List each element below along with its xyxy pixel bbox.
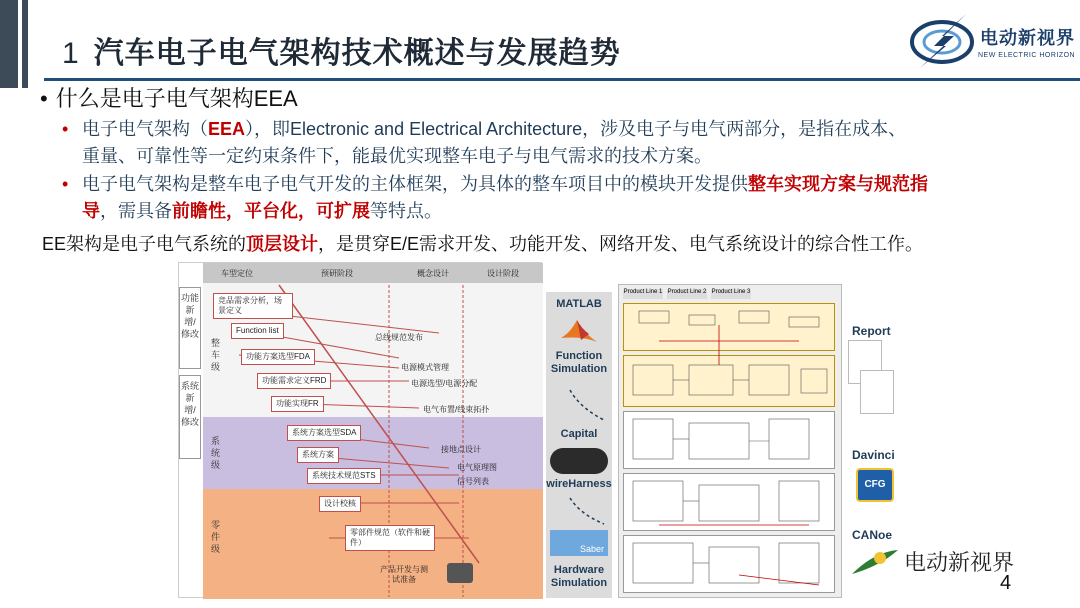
- section-heading: [40, 82, 298, 113]
- section-bullet: •: [40, 86, 48, 111]
- bullet-1-text-a: 电子电气架构（: [82, 119, 208, 139]
- arch-detail-lines: [619, 285, 843, 599]
- note-grounding: 接地点设计: [441, 445, 481, 454]
- bullet-2-text-b: ，需具备: [100, 201, 172, 221]
- summary-a: EE架构是电子电气系统的: [42, 234, 247, 254]
- title-number: 1: [62, 37, 80, 70]
- architecture-diagram: [618, 284, 842, 598]
- report-page-image-2: [860, 370, 894, 414]
- bullet-2-red-3: 前瞻性，平台化，可扩展: [172, 201, 370, 221]
- phase-4: 设计阶段: [487, 269, 519, 278]
- report-label: Report: [852, 324, 891, 338]
- page-number: 4: [1000, 572, 1012, 594]
- note-bus-spec: 总线规范发布: [375, 333, 423, 342]
- matlab-label: MATLAB: [556, 298, 602, 310]
- hardware-sim-label: Hardware Simulation: [550, 564, 608, 589]
- wireharness-label: wireHarness: [546, 478, 612, 490]
- product-line-tab-3: Product Line 3: [711, 289, 751, 299]
- product-line-tab-2: Product Line 2: [667, 289, 707, 299]
- title-underline: [44, 78, 1080, 81]
- flow-arrow-icon-2: [546, 494, 612, 530]
- bullet-1-text-b: ），即Electronic and Electrical Architecture，涉及电子与电气两部分，是指在成本、: [245, 119, 907, 139]
- level-component: 零件级: [211, 520, 221, 554]
- davinci-label: Davinci: [852, 448, 895, 462]
- matlab-icon: [559, 314, 599, 344]
- bullet-2-text-c: 等特点。: [370, 201, 442, 221]
- canoe-label: CANoe: [852, 528, 893, 542]
- phase-3: 概念设计: [417, 269, 449, 278]
- bullet-1-red: EEA: [208, 119, 246, 139]
- title-text: 汽车电子电气架构技术概述与发展趋势: [93, 37, 621, 70]
- title-accent-bar-thin: [22, 0, 28, 88]
- watermark-text: 电动新视界: [904, 550, 1015, 575]
- box-component-spec: 零部件规范（软件和硬件）: [345, 525, 435, 551]
- phase-2: 预研阶段: [321, 269, 353, 278]
- logo-name-en: NEW ELECTRIC HORIZON: [978, 52, 1076, 59]
- lightning-globe-icon: [906, 10, 978, 70]
- bullet-1: [62, 116, 1062, 170]
- section-heading-text: 什么是电子电气架构EEA: [55, 86, 298, 111]
- box-system-scheme: 系统方案: [297, 447, 339, 463]
- box-sts: 系统技术规范STS: [307, 468, 381, 484]
- function-sim-label: Function Simulation: [550, 350, 608, 375]
- bullet-2-red: 整车实现方案与规范指: [748, 174, 928, 194]
- note-power-mode: 电源模式管理: [401, 363, 449, 372]
- box-frd: 功能需求定义FRD: [257, 373, 331, 389]
- product-line-tab-1: Product Line 1: [623, 289, 663, 299]
- note-product-dev: 产品开发与测试准备: [380, 565, 428, 584]
- box-fda: 功能方案选型FDA: [241, 349, 315, 365]
- brand-logo: [906, 10, 1076, 70]
- capital-label: Capital: [560, 428, 598, 440]
- box-design-check: 设计校核: [319, 496, 361, 512]
- slide-title: [62, 28, 621, 72]
- capital-logo-image: [550, 448, 608, 474]
- note-harness-topology: 电气布置/线束拓扑: [423, 405, 490, 414]
- outputs-column: [846, 300, 902, 596]
- bullet-2-text-a: 电子电气架构是整车电子电气开发的主体框架，为具体的整车项目中的模块开发提供: [82, 174, 748, 194]
- level-vehicle: 整车级: [211, 338, 221, 372]
- canoe-icon: [850, 546, 900, 580]
- note-signal-list: 信号列表: [457, 477, 489, 486]
- side-label-function: 功能新增/修改: [179, 287, 201, 369]
- summary-line: [42, 230, 923, 256]
- logo-name-cn: 电动新视界: [980, 28, 1075, 48]
- bullet-2-red-2: 导: [82, 201, 100, 221]
- bullet-1-marker: •: [62, 119, 69, 139]
- side-label-system: 系统新增/修改: [179, 375, 201, 459]
- note-power-select: 电源选型/电源分配: [411, 379, 478, 388]
- title-accent-bar: [0, 0, 18, 88]
- box-fr: 功能实现FR: [271, 396, 324, 412]
- saber-logo-image: [550, 530, 608, 556]
- bullet-2-marker: •: [62, 174, 69, 194]
- summary-b: ，是贯穿E/E需求开发、功能开发、网络开发、电气系统设计的综合性工作。: [318, 234, 924, 254]
- box-function-list: Function list: [231, 323, 284, 339]
- cfg-logo: CFG: [856, 468, 894, 502]
- flow-arrow-icon: [546, 386, 612, 426]
- bullet-1-line2: 重量、可靠性等一定约束条件下，能最优实现整车电子与电气需求的技术方案。: [82, 146, 712, 166]
- note-schematic: 电气原理图: [457, 463, 497, 472]
- ecu-image: [447, 563, 473, 583]
- box-sda: 系统方案选型SDA: [287, 425, 361, 441]
- level-system: 系统级: [211, 436, 221, 470]
- box-competitor-analysis: 竞品需求分析，场景定义: [213, 293, 293, 319]
- saber-label: Saber: [579, 544, 604, 554]
- eea-process-diagram: [178, 262, 542, 598]
- summary-red: 顶层设计: [246, 234, 319, 254]
- bullet-2: [62, 171, 1062, 225]
- tools-column: [546, 292, 612, 598]
- phase-1: 车型定位: [221, 269, 253, 278]
